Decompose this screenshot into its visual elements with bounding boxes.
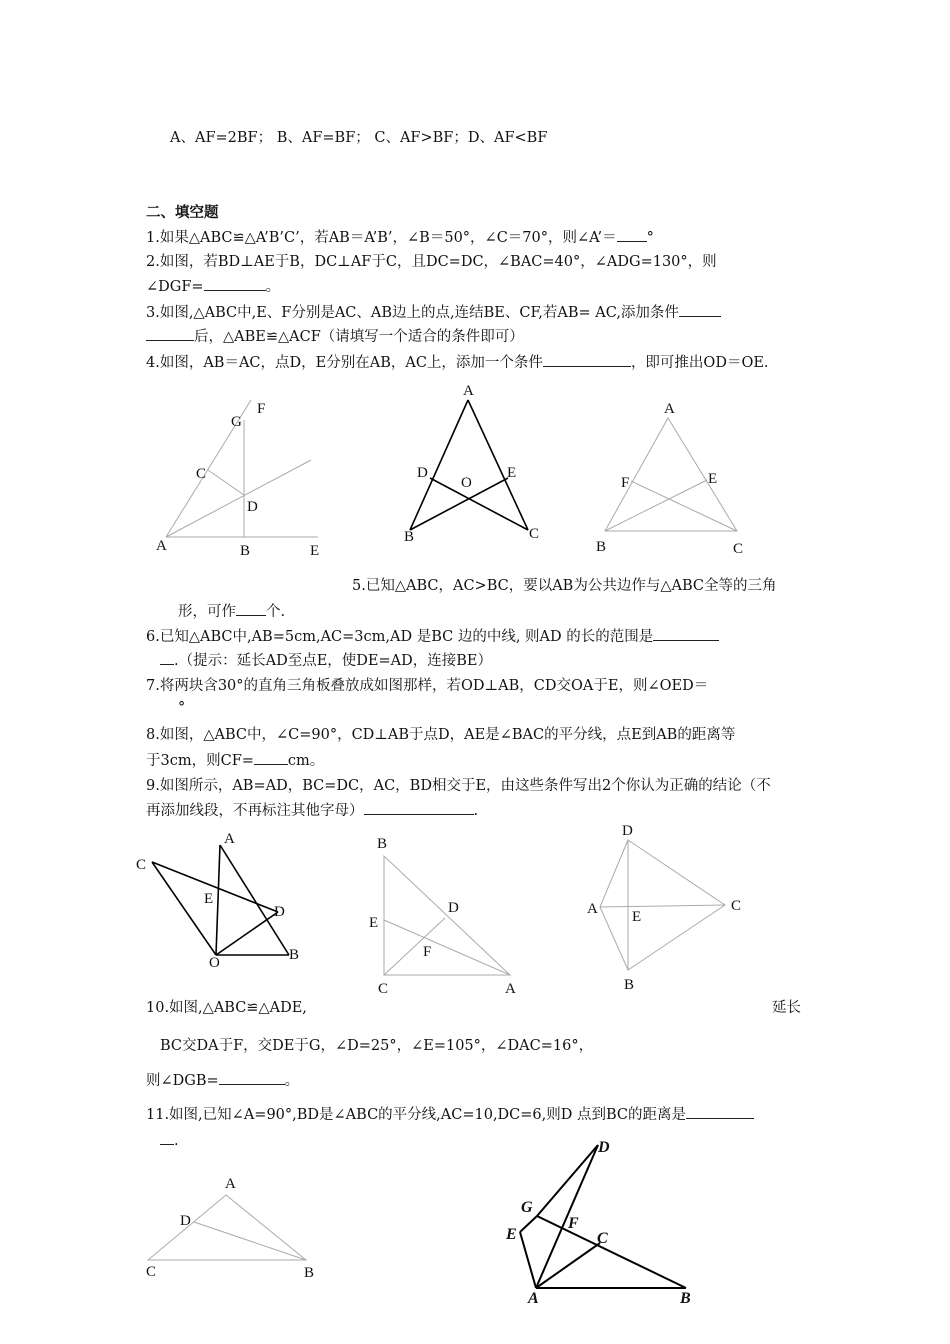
fig5-label: B [377,836,388,852]
fig2-label: B [404,529,415,545]
fig1-label: D [247,499,258,515]
question-8: 8.如图，△ABC中，∠C=90°，CD⊥AB于点D，AE是∠BAC的平分线，点E到AB的距离等 [146,727,736,743]
question-9: 9.如图所示，AB=AD，BC=DC，AC，BD相交于E，由这些条件写出2个你认为正确的结论（不 [146,778,771,794]
fig7-label: A [225,1176,236,1192]
figure-q9 [600,840,725,970]
fig7-label: D [180,1213,191,1229]
question-8-cont: 于3cm，则CF= cm。 [146,750,324,771]
fig4-label: B [289,947,300,963]
fig5-label: E [369,915,379,931]
fig7-label: C [146,1264,157,1280]
fig1-label: B [240,543,251,559]
figure-q7 [152,845,289,955]
fig3-label: C [733,541,744,557]
fig5-label: A [505,981,516,997]
question-1: 1.如果△ABC≌△A’B’C’，若AB＝A’B’，∠B＝50°，∠C＝70°，则∠A’＝ ° [146,227,654,248]
choice-options: A、AF=2BF； B、AF=BF； C、AF>BF；D、AF<BF [170,130,548,146]
fig5-label: C [378,981,389,997]
fig3-label: E [708,471,718,487]
fig6-label: E [632,909,642,925]
fig2-label: O [461,475,472,491]
figure-q8-labels [369,836,516,997]
fig5-label: F [423,944,432,960]
fig2-label: C [529,526,540,542]
question-5-cont: 形，可作 个. [178,601,285,622]
fig1-label: C [196,466,207,482]
question-7-cont: ° [178,700,186,716]
fig4-label: E [204,891,214,907]
question-9-cont: 再添加线段，不再标注其他字母） . [146,800,478,821]
fig3-label: B [596,539,607,555]
fig8-label: G [521,1199,533,1216]
fig8-label: E [506,1226,517,1243]
fig6-label: D [622,823,633,839]
figure-q10-labels [505,1139,691,1307]
question-3: 3.如图,△ABC中,E、F分别是AC、AB边上的点,连结BE、CF,若AB= AC,添加条件 [146,302,721,323]
question-2: 2.如图，若BD⊥AE于B，DC⊥AF于C，且DC=DC，∠BAC=40°，∠ADG=130°，则 [146,254,717,270]
question-11: 11.如图,已知∠A=90°,BD是∠ABC的平分线,AC=10,DC=6,则D 点到BC的距离是 [146,1104,754,1125]
question-4: 4.如图，AB＝AC，点D，E分别在AB，AC上，添加一个条件 ，即可推出OD＝OE. [146,352,769,373]
question-7: 7.将两块含30°的直角三角板叠放成如图那样，若OD⊥AB，CD交OA于E，则∠OED＝ [146,678,709,694]
fig2-label: E [507,465,517,481]
figure-q8 [384,856,510,975]
fig1-label: G [231,414,242,430]
figure-q2-labels [156,401,319,559]
question-10-right: 延长 [772,1000,801,1016]
fig8-label: C [597,1230,608,1247]
section-title: 二、填空题 [146,205,219,221]
question-10: 10.如图,△ABC≌△ADE, [146,1000,307,1016]
fig8-label: D [598,1139,610,1156]
fig5-label: D [448,900,459,916]
fig8-label: B [680,1290,691,1307]
fig3-label: F [621,475,630,491]
fig2-label: A [463,383,474,399]
question-10-cont: BC交DA于F，交DE于G，∠D=25°，∠E=105°，∠DAC=16°， [160,1038,594,1054]
figure-q3-labels [596,401,743,557]
fig1-label: E [310,543,320,559]
figure-q2 [166,400,318,537]
fig3-label: A [664,401,675,417]
fig1-label: A [156,538,167,554]
question-6: 6.已知△ABC中,AB=5cm,AC=3cm,AD 是BC 边的中线, 则AD 的长的范围是 [146,626,719,647]
question-3-cont: 后，△ABE≌△ACF（请填写一个适合的条件即可） [146,326,524,347]
fig4-label: A [224,831,235,847]
fig4-label: O [209,955,220,971]
fig8-label: A [528,1290,539,1307]
fig6-label: A [587,901,598,917]
figure-q10 [520,1145,686,1288]
question-10-end: 则∠DGB= 。 [146,1070,299,1091]
fig6-label: B [624,977,635,993]
question-11-cont: . [160,1130,179,1151]
fig8-label: F [568,1215,579,1232]
fig1-label: F [257,401,266,417]
question-2-cont: ∠DGF= 。 [146,276,280,297]
fig4-label: C [136,857,147,873]
fig2-label: D [417,465,428,481]
figure-q11-labels [146,1176,314,1281]
fig4-label: D [274,904,285,920]
figure-q9-labels [587,823,741,993]
fig7-label: B [304,1265,315,1281]
figure-q11 [148,1195,306,1260]
question-5: 5.已知△ABC，AC>BC，要以AB为公共边作与△ABC全等的三角 [352,578,777,594]
question-6-cont: .（提示：延长AD至点E，使DE=AD，连接BE） [160,650,492,671]
fig6-label: C [731,898,742,914]
